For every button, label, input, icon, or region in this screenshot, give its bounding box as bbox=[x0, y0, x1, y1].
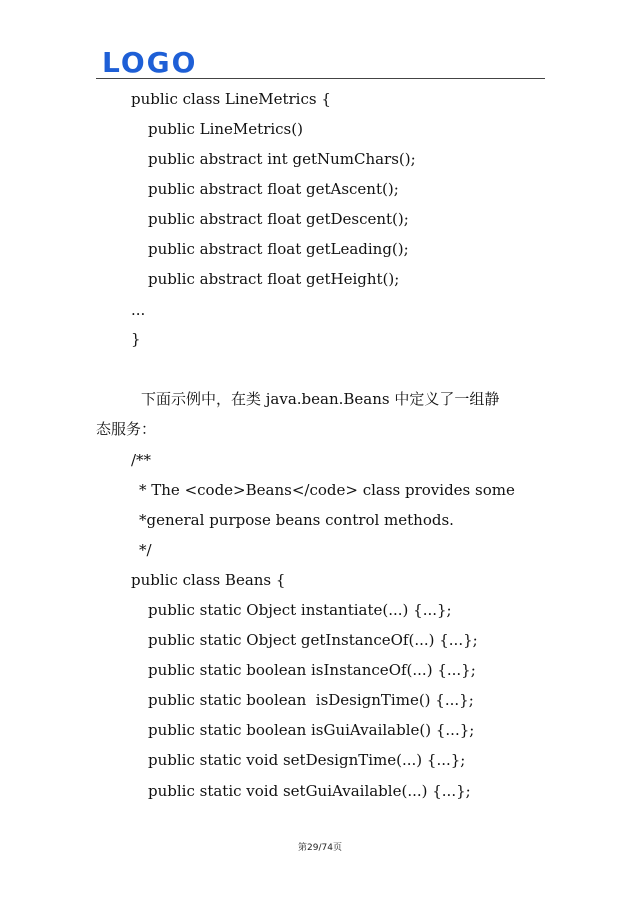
code-line: public static void setDesignTime(...) {...}; bbox=[148, 751, 466, 769]
code-line: public class LineMetrics { bbox=[131, 90, 331, 108]
code-line: public static boolean isInstanceOf(...) {...}; bbox=[148, 661, 476, 679]
code-line: public abstract float getAscent(); bbox=[148, 180, 399, 198]
code-line: * The <code>Beans</code> class provides some bbox=[139, 481, 515, 499]
code-line: ... bbox=[131, 301, 146, 319]
code-line: *general purpose beans control methods. bbox=[139, 511, 454, 529]
code-line: public static void setGuiAvailable(...) {...}; bbox=[148, 782, 471, 800]
logo: LOGO bbox=[102, 46, 198, 79]
code-line: public class Beans { bbox=[131, 571, 286, 589]
code-line: public LineMetrics() bbox=[148, 120, 303, 138]
code-line: } bbox=[131, 330, 141, 348]
code-line: public static boolean isGuiAvailable() {...}; bbox=[148, 721, 475, 739]
code-line: */ bbox=[139, 541, 152, 559]
code-line: /** bbox=[131, 451, 152, 469]
page-number: 第29/74页 bbox=[298, 843, 342, 853]
code-line: public static boolean isDesignTime() {...}; bbox=[148, 691, 474, 709]
paragraph-line: 态服务： bbox=[96, 420, 157, 438]
code-line: public static Object instantiate(...) {...}; bbox=[148, 601, 452, 619]
code-line: public abstract float getHeight(); bbox=[148, 270, 400, 288]
code-line: public abstract float getDescent(); bbox=[148, 210, 409, 228]
code-line: public abstract int getNumChars(); bbox=[148, 150, 416, 168]
paragraph-line: 下面示例中，在类 java.bean.Beans 中定义了一组静 bbox=[141, 390, 500, 408]
code-line: public static Object getInstanceOf(...) {...}; bbox=[148, 631, 478, 649]
code-line: public abstract float getLeading(); bbox=[148, 240, 409, 258]
